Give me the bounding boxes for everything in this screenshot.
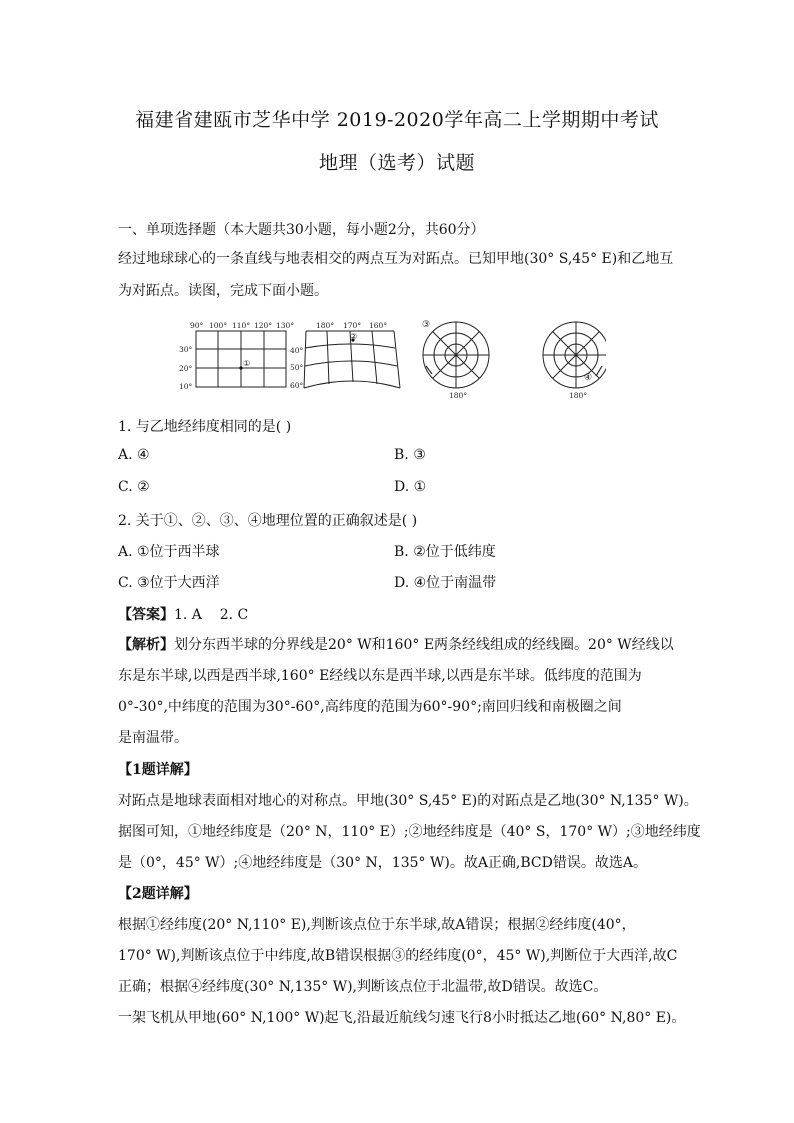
analysis-tag: 【解析】 xyxy=(118,637,174,653)
title-line-2: 地理（选考）试题 xyxy=(318,152,475,174)
fig1-lat-label: 30° xyxy=(179,345,193,354)
fig1-point-label: ① xyxy=(243,359,251,368)
fig1-lon-label: 90° xyxy=(190,321,204,330)
detail-2-line: 170° W),判断该点位于中纬度,故B错误根据③的经纬度(0°，45° W),判断位于大西洋,故C xyxy=(118,948,678,964)
fig1-lon-label: 120° xyxy=(254,321,273,330)
q1-option-b: B. ③ xyxy=(394,447,426,463)
fig2-lon-label: 180° xyxy=(316,321,335,330)
fig3-point-label: ③ xyxy=(422,320,431,330)
q2-option-c: C. ③位于大西洋 xyxy=(118,575,220,591)
figure-1-grid xyxy=(196,331,286,387)
fig1-lat-label: 20° xyxy=(179,364,193,373)
fig2-point-label: ② xyxy=(350,332,358,341)
fig2-lon-label: 170° xyxy=(343,321,362,330)
detail-1-tag: 【1题详解】 xyxy=(118,762,198,778)
detail-1-line: 对跖点是地球表面相对地心的对称点。甲地(30° S,45° E)的对跖点是乙地(30° N,135° W)。 xyxy=(118,793,698,809)
fig2-lat-label: 60° xyxy=(290,381,304,390)
figure-group xyxy=(176,318,606,400)
fig1-lon-label: 100° xyxy=(209,321,228,330)
q1-option-d: D. ① xyxy=(394,479,427,495)
detail-2-line: 根据①经纬度(20° N,110° E),判断该点位于东半球,故A错误；根据②经纬度(40°， xyxy=(118,917,636,933)
question-1-stem: 1. 与乙地经纬度相同的是( ) xyxy=(118,419,292,435)
analysis-text: 划分东西半球的分界线是20° W和160° E两条经线组成的经线圈。20° W经线以 xyxy=(174,637,674,653)
fig3-bottom-label: 180° xyxy=(449,391,468,400)
figure-3-polar xyxy=(423,322,489,388)
fig2-lat-label: 40° xyxy=(290,346,304,355)
detail-1-line: 据图可知，①地经纬度是（20° N，110° E）;②地经纬度是（40° S，170° W）;③地经纬度 xyxy=(118,824,701,840)
fig4-point-label: ④ xyxy=(584,373,593,383)
detail-1-line: 是（0°，45° W）;④地经纬度是（30° N，135° W)。故A正确,BCD错误。故选A。 xyxy=(118,855,647,871)
q1-option-c: C. ② xyxy=(118,479,150,495)
detail-2-line: 正确；根据④经纬度(30° N,135° W),判断该点位于北温带,故D错误。故选C。 xyxy=(118,979,608,995)
answer-text: 1. A 2. C xyxy=(174,607,249,623)
analysis-line: 是南温带。 xyxy=(118,730,188,746)
analysis-line: 0°-30°,中纬度的范围为30°-60°,高纬度的范围为60°-90°;南回归线和南极圈之间 xyxy=(118,699,622,715)
fig2-lon-label: 160° xyxy=(369,321,388,330)
title-line-1: 福建省建瓯市芝华中学 2019-2020学年高二上学期期中考试 xyxy=(135,109,659,131)
analysis-line xyxy=(118,634,674,654)
fig1-lon-label: 130° xyxy=(276,321,295,330)
q2-option-b: B. ②位于低纬度 xyxy=(394,544,496,560)
question-2-stem: 2. 关于①、②、③、④地理位置的正确叙述是( ) xyxy=(118,513,418,529)
intro-line: 为对跖点。读图，完成下面小题。 xyxy=(118,283,328,299)
q1-option-a: A. ④ xyxy=(118,447,150,463)
detail-2-tag: 【2题详解】 xyxy=(118,886,198,902)
answer-tag: 【答案】 xyxy=(118,607,174,623)
q2-option-d: D. ④位于南温带 xyxy=(394,575,497,591)
intro-line: 经过地球球心的一条直线与地表相交的两点互为对跖点。已知甲地(30° S,45° E)和乙地互 xyxy=(118,251,674,267)
q2-option-a: A. ①位于西半球 xyxy=(118,544,220,560)
fig4-bottom-label: 180° xyxy=(569,391,588,400)
figure-4-polar xyxy=(543,322,606,388)
fig1-lat-label: 10° xyxy=(179,382,193,391)
section-header: 一、单项选择题（本大题共30小题，每小题2分，共60分） xyxy=(118,222,485,238)
detail-2-line: 一架飞机从甲地(60° N,100° W)起飞,沿最近航线匀速飞行8小时抵达乙地(60° N,80° E)。 xyxy=(118,1010,686,1026)
analysis-line: 东是东半球,以西是西半球,160° E经线以东是西半球,以西是东半球。低纬度的范围为 xyxy=(118,668,642,684)
answer-line xyxy=(118,604,248,624)
fig1-lon-label: 110° xyxy=(232,321,251,330)
fig2-lat-label: 50° xyxy=(290,363,304,372)
